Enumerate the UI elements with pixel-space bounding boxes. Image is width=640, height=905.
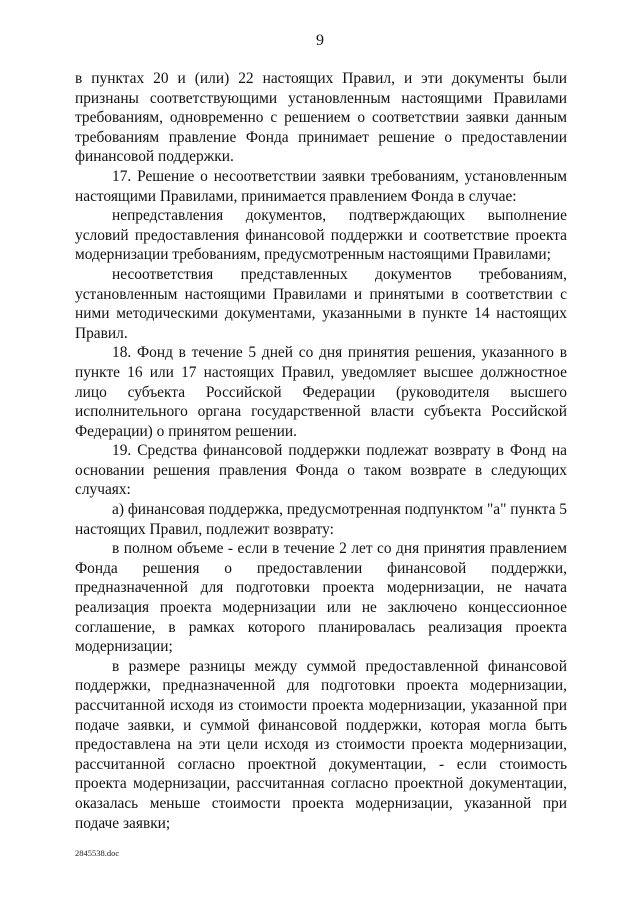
document-body: [75, 69, 567, 833]
paragraph-19: 19. Средства финансовой поддержки подлежат возврату в Фонд на основании решения правления Фонда о таком возврате в следующих случаях:: [75, 442, 567, 499]
paragraph-18: 18. Фонд в течение 5 дней со дня принятия решения, указанного в пункте 16 или 17 настоящих Правил, уведомляет высшее должностное лицо субъекта Российской Федерации (руководителя высшего исполнительного органа государственной власти субъекта Российской Федерации) о принятом решении.: [75, 344, 567, 440]
paragraph-19-a-full-refund: в полном объеме - если в течение 2 лет со дня принятия правлением Фонда решения о предоставлении финансовой поддержки, предназначенной для подготовки проекта модернизации, не начата реализация проекта модернизации или не заключено концессионное соглашение, в рамках которого планировалась реализация проекта модернизации;: [75, 540, 567, 656]
paragraph-17-case-2: несоответствия представленных документов требованиям, установленным настоящими Правилами и принятыми в соответствии с ними методическими документами, указанными в пункте 14 настоящих Правил.: [75, 265, 567, 342]
paragraph-17-case-1: непредставления документов, подтверждающих выполнение условий предоставления финансовой поддержки и соответствие проекта модернизации требованиям, предусмотренным настоящими Правилами;: [75, 207, 567, 264]
page-number: 9: [316, 32, 324, 49]
paragraph-continuation: в пунктах 20 и (или) 22 настоящих Правил, и эти документы были признаны соответствующими установленным настоящими Правилами требованиям, одновременно с решением о соответствии заявки данным требованиям правление Фонда принимает решение о предоставлении финансовой поддержки.: [75, 70, 567, 166]
paragraph-19-a-partial-refund: в размере разницы между суммой предоставленной финансовой поддержки, предназначенной для подготовки проекта модернизации, рассчитанной исходя из стоимости проекта модернизации, указанной при подаче заявки, и суммой финансовой поддержки, которая могла быть предоставлена на эти цели исходя из стоимости проекта модернизации, рассчитанной согласно проектной документации, - если стоимость проекта модернизации, рассчитанная согласно проектной документации, оказалась меньше стоимости проекта модернизации, указанной при подаче заявки;: [75, 657, 567, 832]
document-code: 2845538.doc: [75, 848, 120, 858]
paragraph-19-a: а) финансовая поддержка, предусмотренная подпунктом "а" пункта 5 настоящих Правил, подлежит возврату:: [75, 501, 567, 538]
paragraph-17: 17. Решение о несоответствии заявки требованиям, установленным настоящими Правилами, принимается правлением Фонда в случае:: [75, 167, 567, 205]
